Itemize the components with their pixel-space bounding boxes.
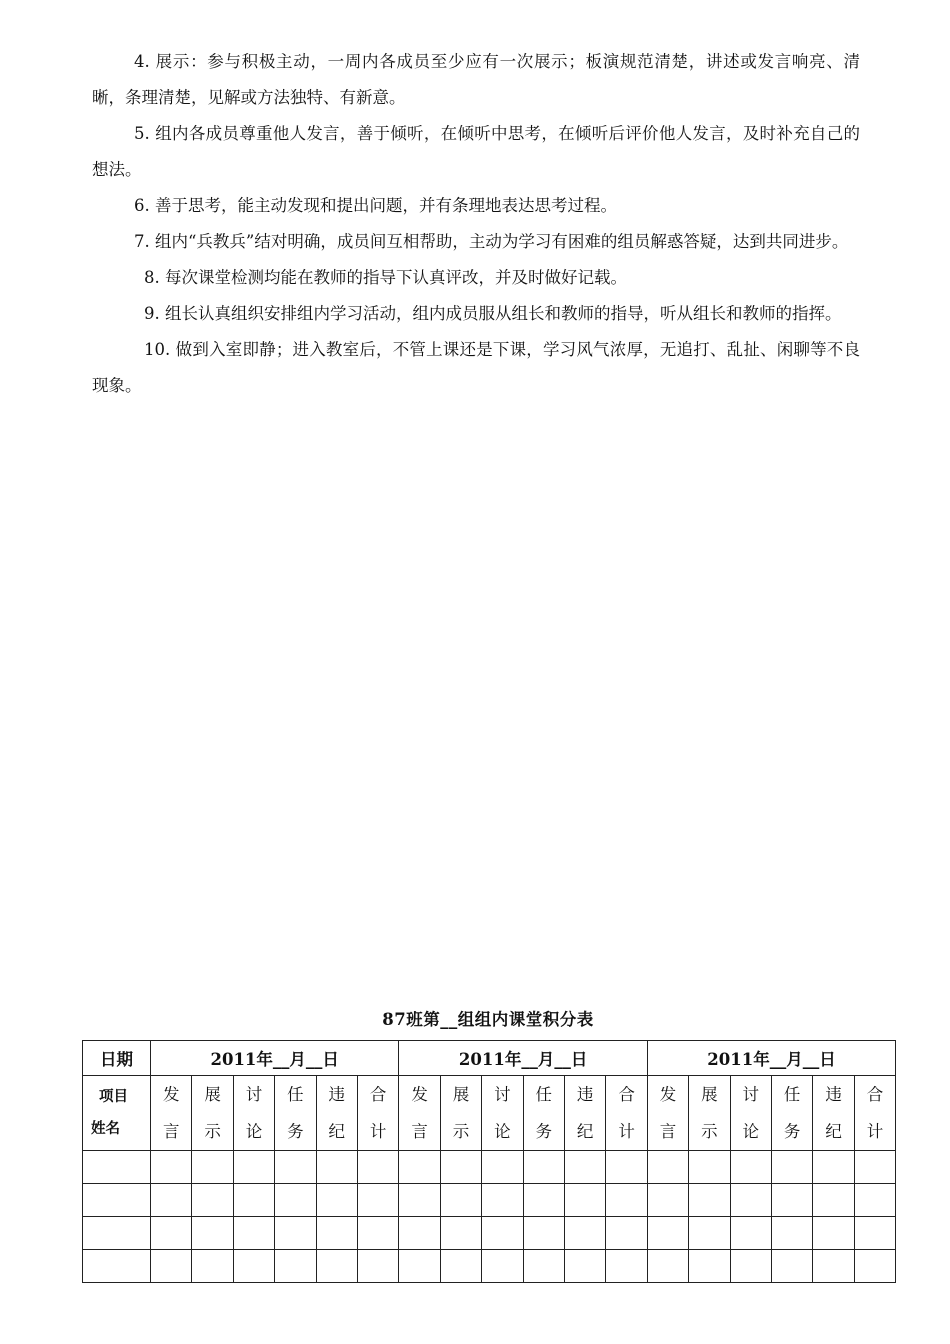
category-label-bottom: 计 [618,1122,635,1141]
score-cell[interactable] [275,1250,316,1283]
score-cell[interactable] [606,1151,647,1184]
rule-item-9: 9. 组长认真组织安排组内学习活动，组内成员服从组长和教师的指导，听从组长和教师的指挥。 [144,304,842,323]
score-cell[interactable] [689,1250,730,1283]
score-cell[interactable] [233,1184,274,1217]
rule-item-7: 7. 组内“兵教兵”结对明确，成员间互相帮助，主动为学习有困难的组员解惑答疑，达到共同进步。 [134,232,849,251]
score-cell[interactable] [523,1151,564,1184]
category-label-bottom: 言 [659,1122,677,1141]
category-header-cell [233,1076,274,1151]
score-cell[interactable] [647,1184,688,1217]
category-label-top: 展 [204,1085,221,1104]
category-header-cell [771,1076,812,1151]
score-cell[interactable] [771,1217,812,1250]
score-cell[interactable] [771,1184,812,1217]
category-label-top: 违 [328,1085,345,1104]
score-cell[interactable] [151,1250,192,1283]
category-header-cell [192,1076,233,1151]
category-label-bottom: 纪 [328,1122,345,1141]
date-cell-3: 2011年__月__日 [647,1041,895,1076]
score-cell[interactable] [482,1151,523,1184]
category-header-cell [606,1076,647,1151]
score-cell[interactable] [275,1184,316,1217]
category-header-cell [813,1076,854,1151]
score-cell[interactable] [689,1184,730,1217]
category-label-top: 任 [535,1085,553,1104]
table-row [83,1217,896,1250]
category-label-bottom: 言 [162,1122,180,1141]
score-cell[interactable] [151,1184,192,1217]
category-label-bottom: 纪 [825,1122,842,1141]
category-label-bottom: 计 [369,1122,387,1141]
category-label-bottom: 纪 [576,1122,594,1141]
score-cell[interactable] [689,1151,730,1184]
category-label-top: 发 [162,1085,180,1104]
category-label-top: 合 [866,1085,884,1104]
category-header-cell [730,1076,771,1151]
score-cell[interactable] [192,1184,233,1217]
score-cell[interactable] [813,1217,854,1250]
score-cell[interactable] [730,1151,771,1184]
score-table [82,1040,896,1283]
category-label-top: 讨 [742,1085,760,1104]
score-cell[interactable] [233,1151,274,1184]
score-cell[interactable] [357,1151,398,1184]
category-label-top: 展 [701,1085,718,1104]
category-label-bottom: 务 [287,1122,304,1141]
category-header-cell [564,1076,605,1151]
score-cell[interactable] [854,1151,895,1184]
date-cell-2: 2011年__月__日 [399,1041,647,1076]
score-cell[interactable] [813,1250,854,1283]
category-label-bottom: 计 [866,1122,884,1141]
score-cell[interactable] [275,1151,316,1184]
category-header-cell [482,1076,523,1151]
category-label-bottom: 言 [411,1122,428,1141]
score-cell[interactable] [564,1151,605,1184]
category-label-bottom: 论 [742,1122,760,1141]
table-title: 87班第__组组内课堂积分表 [382,1010,594,1029]
date-label: 日期 [83,1041,151,1076]
category-header-cell [647,1076,688,1151]
score-cell[interactable] [730,1184,771,1217]
category-header-cell [440,1076,481,1151]
category-header-cell [151,1076,192,1151]
score-cell[interactable] [399,1217,440,1250]
category-header-cell [523,1076,564,1151]
corner-name-label: 姓名 [91,1120,120,1137]
name-cell[interactable] [83,1250,151,1283]
category-header-cell [854,1076,895,1151]
rule-item-6: 6. 善于思考，能主动发现和提出问题，并有条理地表达思考过程。 [134,196,617,215]
score-cell[interactable] [192,1217,233,1250]
category-label-top: 任 [287,1085,304,1104]
category-label-bottom: 示 [701,1122,718,1141]
score-cell[interactable] [564,1250,605,1283]
category-label-top: 发 [659,1085,677,1104]
category-label-top: 任 [783,1085,801,1104]
score-cell[interactable] [440,1184,481,1217]
score-cell[interactable] [647,1250,688,1283]
score-cell[interactable] [523,1250,564,1283]
name-cell[interactable] [83,1151,151,1184]
score-cell[interactable] [316,1217,357,1250]
score-cell[interactable] [233,1250,274,1283]
corner-item-label: 项目 [99,1088,128,1105]
rule-item-5: 5. 组内各成员尊重他人发言，善于倾听，在倾听中思考，在倾听后评价他人发言，及时补充自己的想法。 [92,124,860,179]
category-header-row [83,1076,896,1151]
score-cell[interactable] [854,1184,895,1217]
score-cell[interactable] [482,1250,523,1283]
score-cell[interactable] [316,1250,357,1283]
table-row [83,1184,896,1217]
score-cell[interactable] [647,1151,688,1184]
score-cell[interactable] [357,1217,398,1250]
score-cell[interactable] [357,1250,398,1283]
score-cell[interactable] [730,1217,771,1250]
score-cell[interactable] [482,1184,523,1217]
score-cell[interactable] [192,1151,233,1184]
score-cell[interactable] [399,1184,440,1217]
category-header-cell [316,1076,357,1151]
score-cell[interactable] [854,1250,895,1283]
score-cell[interactable] [440,1250,481,1283]
rule-item-4: 4. 展示：参与积极主动，一周内各成员至少应有一次展示；板演规范清楚，讲述或发言响亮、清晰，条理清楚，见解或方法独特、有新意。 [92,52,860,107]
score-cell[interactable] [482,1217,523,1250]
category-label-top: 讨 [245,1085,263,1104]
score-cell[interactable] [316,1184,357,1217]
corner-cell [83,1076,151,1151]
score-cell[interactable] [771,1151,812,1184]
rule-item-8: 8. 每次课堂检测均能在教师的指导下认真评改，并及时做好记载。 [144,268,627,287]
score-cell[interactable] [233,1217,274,1250]
table-row [83,1250,896,1283]
table-row [83,1151,896,1184]
score-cell[interactable] [399,1151,440,1184]
score-cell[interactable] [440,1217,481,1250]
category-label-top: 发 [411,1085,428,1104]
category-label-bottom: 务 [535,1122,553,1141]
date-header-row [83,1041,896,1076]
score-cell[interactable] [440,1151,481,1184]
category-label-top: 展 [452,1085,470,1104]
category-header-cell [689,1076,730,1151]
score-cell[interactable] [813,1151,854,1184]
score-cell[interactable] [151,1151,192,1184]
category-label-top: 合 [618,1085,635,1104]
score-cell[interactable] [523,1217,564,1250]
score-cell[interactable] [813,1184,854,1217]
score-cell[interactable] [523,1184,564,1217]
score-cell[interactable] [275,1217,316,1250]
score-cell[interactable] [647,1217,688,1250]
date-cell-1: 2011年__月__日 [151,1041,399,1076]
category-label-bottom: 论 [245,1122,263,1141]
category-header-cell [399,1076,440,1151]
score-cell[interactable] [689,1217,730,1250]
category-header-cell [275,1076,316,1151]
score-cell[interactable] [606,1217,647,1250]
category-label-top: 违 [576,1085,594,1104]
score-cell[interactable] [606,1250,647,1283]
score-cell[interactable] [564,1217,605,1250]
score-cell[interactable] [606,1184,647,1217]
score-cell[interactable] [192,1250,233,1283]
category-label-top: 合 [369,1085,387,1104]
score-cell[interactable] [771,1250,812,1283]
score-cell[interactable] [357,1184,398,1217]
category-label-bottom: 示 [452,1122,470,1141]
score-cell[interactable] [151,1217,192,1250]
score-cell[interactable] [564,1184,605,1217]
name-cell[interactable] [83,1217,151,1250]
score-cell[interactable] [854,1217,895,1250]
category-label-top: 讨 [494,1085,511,1104]
rules-list [92,44,860,404]
name-cell[interactable] [83,1184,151,1217]
score-cell[interactable] [399,1250,440,1283]
score-cell[interactable] [316,1151,357,1184]
category-label-bottom: 示 [204,1122,221,1141]
category-label-top: 违 [825,1085,842,1104]
category-label-bottom: 论 [494,1122,511,1141]
category-header-cell [357,1076,398,1151]
score-cell[interactable] [730,1250,771,1283]
category-label-bottom: 务 [783,1122,801,1141]
rule-item-10: 10. 做到入室即静；进入教室后，不管上课还是下课，学习风气浓厚，无追打、乱扯、闲聊等不良现象。 [92,340,860,395]
